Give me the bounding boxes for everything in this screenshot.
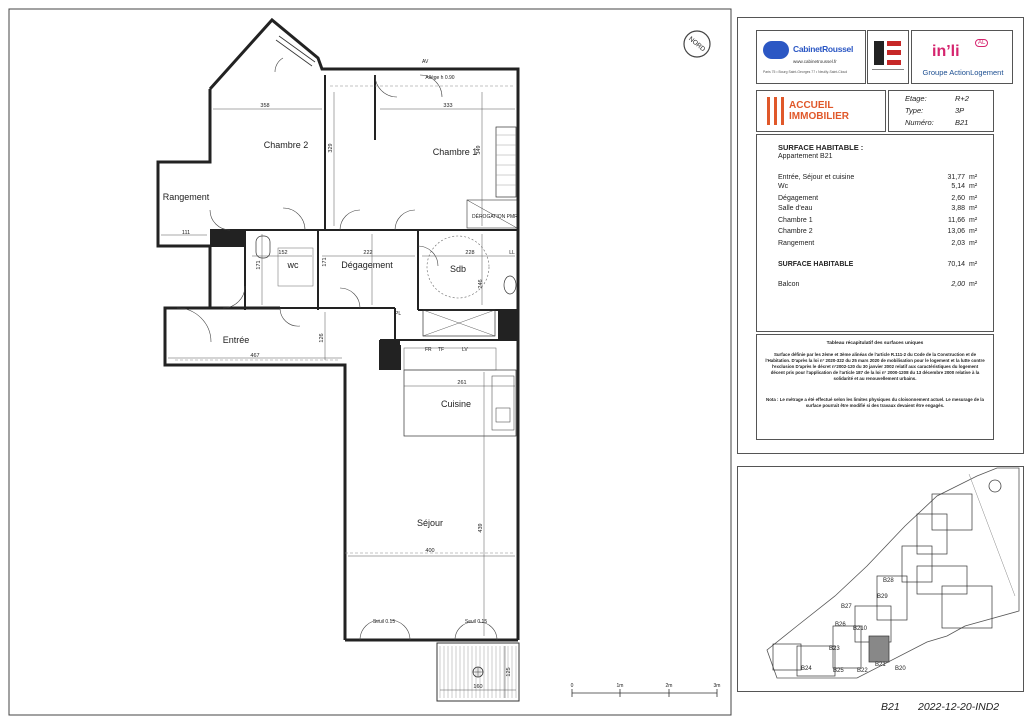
room-wc: wc (287, 260, 299, 270)
surface-box (756, 134, 994, 332)
footer-ref: 2022-12-20-IND2 (918, 701, 1000, 713)
north-label: NORD (687, 35, 707, 54)
dim-entree-height: 126 (319, 333, 325, 343)
dim-c1-width: 333 (443, 103, 453, 109)
ge-logo-icon (874, 41, 901, 65)
wardrobe-hatch (496, 135, 516, 185)
surface-row: Wc 5,14 m² (778, 183, 978, 190)
label-av: AV (422, 59, 429, 65)
toilet (256, 236, 270, 258)
surface-balcon-row: Balcon 2,00 m² (778, 281, 978, 288)
scale-1m: 1m (616, 683, 624, 689)
surface-row: Rangement 2,03 m² (778, 240, 978, 247)
room-sejour: Séjour (416, 518, 444, 528)
notes-body: Surface définie par les 2ème et 3ème alinéas de l'article R.111-2 du Code de la Construction et de l'Habitation. D'après la loi n° 2020-322 du 25 mars 2020 de mobilisation pour le logement et la lutte contre l'exclusion D'après le décret n°2002-120 du 30 janvier 2002 relatif aux caractéristiques du logement décent pris pour l'application de l'article 187 de la loi n° 2000-1208 du 13 décembre 2000 relative à la solidarité et au renouvellement urbains. (765, 352, 985, 381)
accueil-line1: ACCUEIL (789, 100, 834, 111)
label-ll: LL (509, 250, 515, 256)
label-tf: TF (438, 347, 445, 353)
inli-badge: AL (975, 39, 988, 47)
dim-balcon-height: 125 (506, 667, 512, 677)
label-pl: PL (395, 311, 402, 317)
site-outline (767, 468, 1019, 678)
interior-walls (210, 75, 518, 370)
surface-total-row: SURFACE HABITABLE 70,14 m² (778, 261, 978, 268)
dim-c1-height: 349 (476, 145, 482, 155)
cabinet-url: www.cabinetroussel.fr (793, 59, 837, 64)
numero-value: B21 (955, 118, 969, 127)
footer-code: B21 (881, 701, 900, 713)
keymap-label: B23 (829, 646, 840, 652)
wardrobe (496, 127, 516, 197)
plan-frame (9, 9, 731, 715)
keymap-label: B29 (877, 594, 888, 600)
dim-entree-width: 467 (250, 353, 260, 359)
ge-caption (872, 69, 904, 76)
dim-sdb-height: 246 (478, 279, 484, 289)
notes-title: Tableau récapitulatif des surfaces uniques (826, 341, 924, 346)
dim-wc-width: 152 (278, 250, 288, 256)
keymap-label: B210 (853, 626, 868, 632)
keymap-label: B24 (801, 666, 812, 672)
dim-c2-width: 358 (260, 103, 270, 109)
groupe-action-logement: Groupe ActionLogement (922, 68, 1004, 77)
logo-accueil-box (756, 90, 886, 132)
room-sdb: Sdb (449, 264, 467, 274)
logo-ge-box (867, 30, 909, 84)
keymap-label: B21 (875, 662, 886, 668)
label-derogation: DÉROGATION PMR (472, 214, 518, 220)
numero-label: Numéro: (905, 118, 934, 127)
inli-wordmark: in’li (932, 43, 960, 60)
keymap-label: B28 (883, 578, 894, 584)
dim-balcon-width: 160 (473, 684, 483, 690)
dim-wc-height: 171 (256, 260, 262, 270)
label-fr: FR (425, 347, 432, 353)
dimension-lines (161, 92, 516, 698)
cabinet-cloud-icon (763, 41, 789, 59)
room-rangement: Rangement (162, 192, 210, 202)
room-degagement: Dégagement (341, 260, 393, 270)
scale-2m: 2m (665, 683, 673, 689)
cabinet-name: CabinetRoussel (793, 44, 854, 54)
dim-c2-height: 329 (328, 143, 334, 153)
dim-sejour-height: 439 (478, 523, 484, 533)
surface-row: Chambre 2 13,06 m² (778, 228, 978, 235)
north-compass (684, 31, 710, 57)
accueil-bars-icon (767, 97, 785, 125)
dim-sdb-width: 228 (465, 250, 475, 256)
highlighted-apartment-b21 (869, 636, 889, 662)
site-boundary (969, 474, 1015, 596)
cabinet-address: Paris 75 • Bourg Saint-Georges 77 • Neuilly-Saint-Cloud (763, 70, 848, 74)
scale-0: 0 (570, 683, 574, 689)
surface-row: Entrée, Séjour et cuisine 31,77 m² (778, 174, 978, 181)
washbasin (504, 276, 516, 294)
dim-cuisine-width: 261 (457, 380, 467, 386)
dim-deg-width: 222 (363, 250, 373, 256)
etage-value: R+2 (955, 94, 969, 103)
surface-row: Dégagement 2,60 m² (778, 195, 978, 202)
surface-rows (778, 174, 978, 254)
label-allege: Allège h 0.90 (425, 75, 455, 81)
type-label: Type: (905, 106, 924, 115)
type-value: 3P (955, 106, 965, 115)
keymap-label: B26 (835, 622, 846, 628)
surface-title: SURFACE HABITABLE : (778, 143, 864, 152)
key-map (737, 466, 1023, 690)
keymap-label: B25 (833, 668, 844, 674)
notes-box (756, 334, 994, 440)
notes-nota: Nota : Le métrage a été effectué selon les limites physiques du cloisonnement actuel. Le mesurage de la surface pourrait être modifié si des travaux devaient être engagés. (766, 397, 984, 408)
scale-3m: 3m (713, 683, 721, 689)
dim-rang-width: 111 (181, 230, 191, 236)
door-swings (177, 58, 497, 640)
logo-inli-box (911, 30, 1013, 84)
dim-sejour-width: 400 (425, 548, 435, 554)
surface-row: Chambre 1 11,66 m² (778, 217, 978, 224)
exterior-walls (158, 20, 518, 640)
scale-bar (571, 683, 721, 697)
room-chambre-1: Chambre 1 (432, 147, 478, 157)
surface-subtitle: Appartement B21 (778, 153, 833, 160)
dim-deg-height: 171 (322, 257, 328, 267)
keymap-label: B20 (895, 666, 906, 672)
room-chambre-2: Chambre 2 (263, 140, 309, 150)
kitchen-appliance-row (404, 348, 496, 370)
label-lv: LV (462, 347, 468, 353)
logo-cabinet-box (756, 30, 866, 84)
surface-row: Salle d'eau 3,88 m² (778, 205, 978, 212)
label-seuil-2: Seuil 0.15 (464, 619, 488, 625)
accueil-line2: IMMOBILIER (789, 111, 849, 122)
sink (496, 408, 510, 422)
etage-label: Etage: (905, 94, 927, 103)
keymap-label: B27 (841, 604, 852, 610)
label-seuil-1: Seuil 0.15 (372, 619, 396, 625)
room-entree: Entrée (222, 335, 250, 345)
info-box (888, 90, 994, 132)
room-cuisine: Cuisine (440, 399, 472, 409)
keymap-label: B22 (857, 668, 868, 674)
keymap-north-icon (989, 480, 1001, 492)
